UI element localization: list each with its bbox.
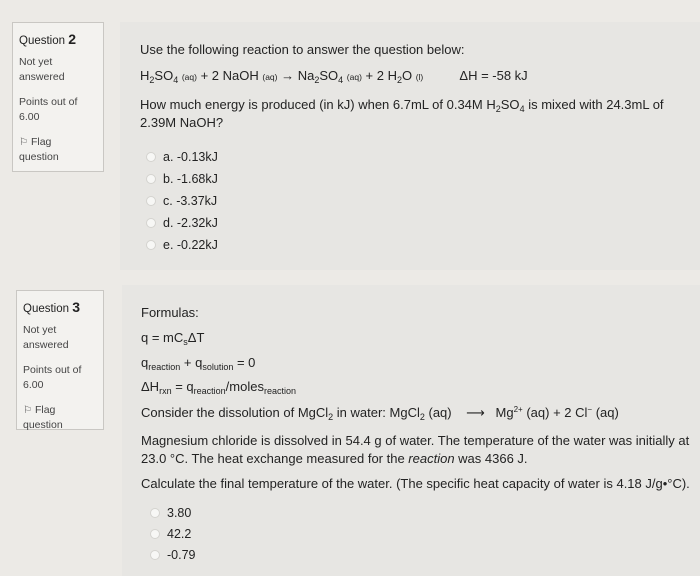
q3-answer-3[interactable]: -0.79 bbox=[150, 548, 196, 562]
q3-flag-button[interactable]: ⚐ Flag question bbox=[23, 404, 63, 431]
q2-info-panel bbox=[12, 22, 104, 172]
radio-button[interactable] bbox=[150, 550, 160, 560]
q3-info-panel bbox=[16, 290, 104, 430]
q2-reaction: $H_2SO_4$ (aq) + 2 NaOH $(aq) \to Na_2SO_4$ (aq) + 2 $H_2O$ (l) ΔH = -58 kJ bbox=[140, 68, 528, 85]
q3-content bbox=[122, 285, 700, 576]
q2-prompt: Use the following reaction to answer the question below: bbox=[140, 42, 465, 57]
q3-dissolution: Consider the dissolution of MgCl$_2$ in water: MgCl$_2$ (aq) ⟶ $Mg^{2+}$ (aq) + 2 Cl− (aq) bbox=[141, 405, 619, 422]
q3-calc-prompt: Calculate the final temperature of the water. (The specific heat capacity of water is 4.18 J/g•°C). bbox=[141, 476, 690, 491]
q2-answer-c[interactable]: c. -3.37kJ bbox=[146, 194, 217, 208]
q3-grade: Points out of 6.00 bbox=[23, 364, 82, 391]
q2-grade: Points out of 6.00 bbox=[19, 96, 78, 123]
q3-state: Not yet answered bbox=[23, 324, 69, 351]
q3-answer-1[interactable]: 3.80 bbox=[150, 506, 191, 520]
q3-formula-dh: $\Delta H_{rxn}$ = $q_{reaction}/moles_{reaction}$ bbox=[141, 379, 296, 396]
q3-text-1: Magnesium chloride is dissolved in 54.4 g of water. The temperature of the water was initially at bbox=[141, 433, 690, 448]
q2-answer-b[interactable]: b. -1.68kJ bbox=[146, 172, 218, 186]
q3-formula-sum: $q_{reaction} + q_{solution} = 0$ bbox=[141, 355, 256, 372]
q2-answer-a[interactable]: a. -0.13kJ bbox=[146, 150, 218, 164]
radio-button[interactable] bbox=[146, 196, 156, 206]
radio-button[interactable] bbox=[146, 240, 156, 250]
q3-formula-q: $q = mC_s\Delta T$ bbox=[141, 330, 205, 347]
q2-state: Not yet answered bbox=[19, 56, 65, 83]
flag-icon: ⚐ bbox=[23, 405, 32, 416]
q3-formulas-label: Formulas: bbox=[141, 305, 199, 320]
flag-icon: ⚐ bbox=[19, 137, 28, 148]
q3-text-2: 23.0 °C. The heat exchange measured for the reaction was 4366 J. bbox=[141, 451, 528, 466]
q2-number: Question 2 bbox=[19, 31, 77, 47]
radio-button[interactable] bbox=[146, 152, 156, 162]
q2-question-text-2: 2.39M NaOH? bbox=[140, 115, 224, 130]
q3-number: Question 3 bbox=[23, 299, 81, 315]
q2-answer-e[interactable]: e. -0.22kJ bbox=[146, 238, 218, 252]
q2-question-text: How much energy is produced (in kJ) when 6.7mL of 0.34M $H_2SO_4$ is mixed with 24.3mL of bbox=[140, 97, 664, 114]
q2-content bbox=[120, 22, 700, 270]
q2-flag-button[interactable]: ⚐ Flag question bbox=[19, 136, 59, 163]
q3-answer-2[interactable]: 42.2 bbox=[150, 527, 191, 541]
radio-button[interactable] bbox=[146, 218, 156, 228]
radio-button[interactable] bbox=[146, 174, 156, 184]
q2-answer-d[interactable]: d. -2.32kJ bbox=[146, 216, 218, 230]
radio-button[interactable] bbox=[150, 529, 160, 539]
radio-button[interactable] bbox=[150, 508, 160, 518]
